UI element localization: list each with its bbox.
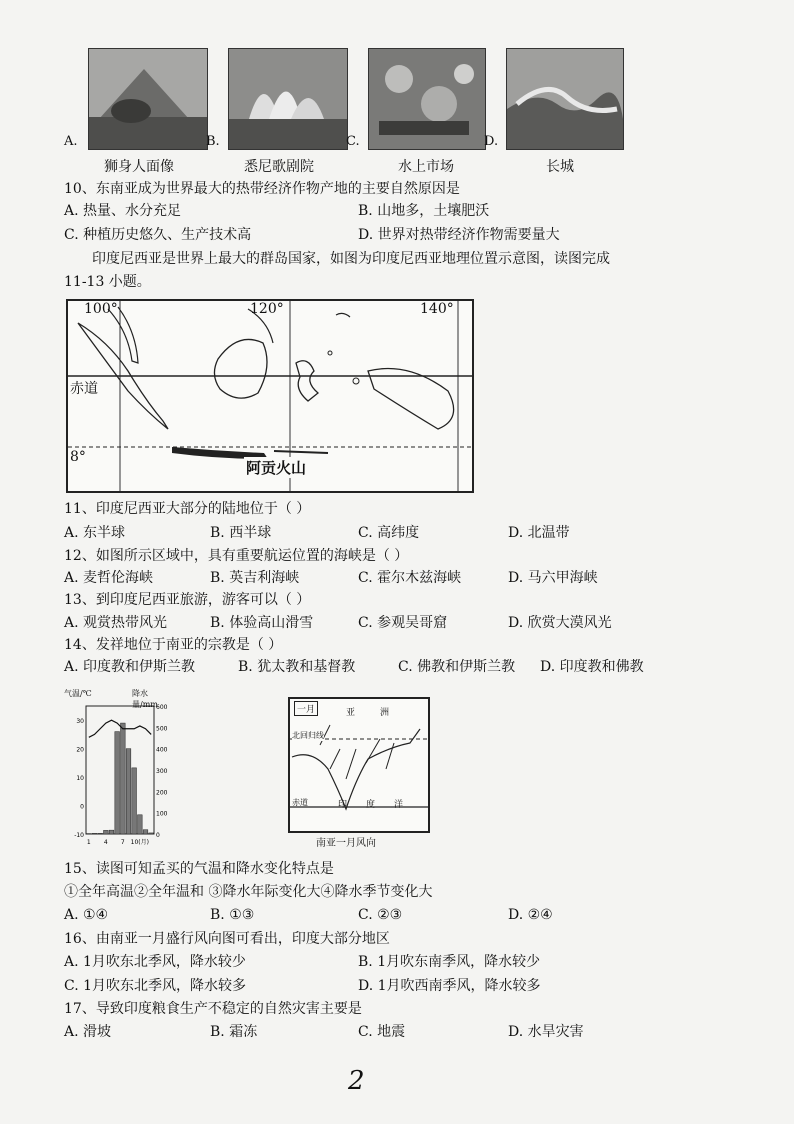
wind-map-month: 一月 <box>294 701 318 716</box>
q16-option-b: B. 1月吹东南季风，降水较少 <box>358 954 541 970</box>
left-tick-10: 10 <box>76 775 84 783</box>
q14-option-d: D. 印度教和佛教 <box>540 659 644 675</box>
right-tick-0: 0 <box>156 832 160 839</box>
q11-stem: 11、印度尼西亚大部分的陆地位于（ ） <box>64 501 311 517</box>
q17-option-c: C. 地震 <box>358 1024 406 1040</box>
q11-option-b: B. 西半球 <box>210 525 272 541</box>
right-tick-200: 200 <box>156 789 168 797</box>
right-tick-500: 500 <box>156 725 168 733</box>
x-tick-3: 10(月) <box>130 839 149 846</box>
floating-market-image <box>369 49 485 149</box>
precip-bar-12 <box>149 833 154 834</box>
wind-map-label-yang: 洋 <box>394 800 404 810</box>
q13-stem: 13、到印度尼西亚旅游，游客可以（ ） <box>64 592 311 608</box>
map-label-140: 140° <box>420 301 454 317</box>
precip-bar-3 <box>98 833 103 834</box>
page-number: 2 <box>348 1066 365 1096</box>
q16-option-d: D. 1月吹西南季风，降水较多 <box>358 978 541 994</box>
q12-option-d: D. 马六甲海峡 <box>508 570 598 586</box>
q14-option-c: C. 佛教和伊斯兰教 <box>398 659 516 675</box>
wind-map-label-yin: 印 <box>338 800 348 810</box>
q15-statements: ①全年高温②全年温和 ③降水年际变化大④降水季节变化大 <box>64 884 433 900</box>
q12-option-c: C. 霍尔木兹海峡 <box>358 570 462 586</box>
precip-bar-9 <box>132 768 137 834</box>
precip-bar-8 <box>126 749 131 834</box>
right-tick-600: 600 <box>156 704 168 711</box>
photo-great-wall <box>506 48 624 150</box>
q14-stem: 14、发祥地位于南亚的宗教是（ ） <box>64 637 283 653</box>
left-tick-20: 20 <box>76 746 84 754</box>
left-tick-30: 30 <box>76 718 84 726</box>
map-label-8deg: 8° <box>70 449 86 465</box>
q15-stem: 15、读图可知孟买的气温和降水变化特点是 <box>64 861 334 877</box>
south-asia-wind-map <box>288 697 430 833</box>
q12-option-b: B. 英吉利海峡 <box>210 570 300 586</box>
wind-map-subtitle: 南亚一月风向 <box>316 838 376 849</box>
photo-letter-b: B. <box>206 134 220 149</box>
precip-bar-11 <box>143 830 148 834</box>
q13-option-d: D. 欣赏大漠风光 <box>508 615 612 631</box>
precip-bar-10 <box>138 815 143 834</box>
q13-option-a: A. 观赏热带风光 <box>64 615 168 631</box>
precip-bar-6 <box>115 732 120 834</box>
intro-line-1: 印度尼西亚是世界上最大的群岛国家，如图为印度尼西亚地理位置示意图，读图完成 <box>92 251 610 267</box>
q15-option-d: D. ②④ <box>508 907 553 923</box>
map-label-agung: 阿贡火山 <box>246 459 307 477</box>
q14-option-a: A. 印度教和伊斯兰教 <box>64 659 196 675</box>
chart-right-axis-label: 降水量/mm <box>132 689 158 709</box>
opera-house-image <box>229 49 347 149</box>
q15-option-a: A. ①④ <box>64 907 109 923</box>
precip-bar-5 <box>109 830 114 834</box>
q12-option-a: A. 麦哲伦海峡 <box>64 570 154 586</box>
sphinx-image <box>89 49 207 149</box>
caption-great-wall: 长城 <box>546 159 574 175</box>
q10-option-a: A. 热量、水分充足 <box>64 203 182 219</box>
right-tick-100: 100 <box>156 810 168 818</box>
indonesia-map <box>66 299 474 493</box>
photo-letter-d: D. <box>484 134 499 149</box>
q10-option-d: D. 世界对热带经济作物需要量大 <box>358 227 560 243</box>
q17-stem: 17、导致印度粮食生产不稳定的自然灾害主要是 <box>64 1001 362 1017</box>
intro-line-2: 11-13 小题。 <box>64 274 151 290</box>
q11-option-d: D. 北温带 <box>508 525 570 541</box>
q12-stem: 12、如图所示区域中，具有重要航运位置的海峡是（ ） <box>64 548 409 564</box>
map-label-120: 120° <box>250 301 284 317</box>
left-tick--10: -10 <box>74 832 84 839</box>
x-tick-0: 1 <box>86 839 91 846</box>
q16-option-c: C. 1月吹东北季风，降水较多 <box>64 978 247 994</box>
right-tick-300: 300 <box>156 768 168 775</box>
q17-option-d: D. 水旱灾害 <box>508 1024 584 1040</box>
photo-letter-c: C. <box>346 134 360 149</box>
q16-stem: 16、由南亚一月盛行风向图可看出，印度大部分地区 <box>64 931 390 947</box>
caption-floating-market: 水上市场 <box>398 159 454 175</box>
precip-bar-2 <box>92 833 97 834</box>
q15-option-c: C. ②③ <box>358 907 403 923</box>
q16-option-a: A. 1月吹东北季风，降水较少 <box>64 954 246 970</box>
photo-floating-market <box>368 48 486 150</box>
q17-option-b: B. 霜冻 <box>210 1024 258 1040</box>
photo-letter-a: A. <box>64 134 78 149</box>
left-tick-0: 0 <box>80 803 84 811</box>
photo-sphinx <box>88 48 208 150</box>
q10-option-c: C. 种植历史悠久、生产技术高 <box>64 227 252 243</box>
x-tick-1: 4 <box>103 839 108 846</box>
q17-option-a: A. 滑坡 <box>64 1024 112 1040</box>
q13-option-c: C. 参观吴哥窟 <box>358 615 448 631</box>
temperature-line <box>89 720 151 737</box>
wind-map-equator: 赤道 <box>292 798 308 807</box>
wind-map-label-ya: 亚 <box>346 708 356 718</box>
q11-option-a: A. 东半球 <box>64 525 126 541</box>
great-wall-image <box>507 49 623 149</box>
caption-sphinx: 狮身人面像 <box>104 159 174 175</box>
q11-option-c: C. 高纬度 <box>358 525 420 541</box>
q10-option-b: B. 山地多，土壤肥沃 <box>358 203 490 219</box>
map-label-100: 100° <box>84 301 118 317</box>
wind-map-label-zhou: 洲 <box>380 708 390 718</box>
photo-opera-house <box>228 48 348 150</box>
q15-option-b: B. ①③ <box>210 907 255 923</box>
map-label-equator: 赤道 <box>70 381 98 397</box>
q14-option-b: B. 犹太教和基督教 <box>238 659 356 675</box>
wind-map-label-du: 度 <box>366 800 376 810</box>
climate-chart-svg <box>70 702 170 848</box>
wind-map-tropic: 北回归线 <box>292 731 324 740</box>
chart-left-axis-label: 气温/℃ <box>64 689 92 698</box>
right-tick-400: 400 <box>156 746 168 754</box>
precip-bar-7 <box>121 723 126 834</box>
precip-bar-4 <box>104 830 109 834</box>
q13-option-b: B. 体验高山滑雪 <box>210 615 314 631</box>
climate-chart <box>64 689 170 848</box>
q10-stem: 10、东南亚成为世界最大的热带经济作物产地的主要自然原因是 <box>64 181 460 197</box>
wind-map-drawing <box>290 699 428 831</box>
x-tick-2: 7 <box>120 839 125 846</box>
caption-opera-house: 悉尼歌剧院 <box>244 159 314 175</box>
